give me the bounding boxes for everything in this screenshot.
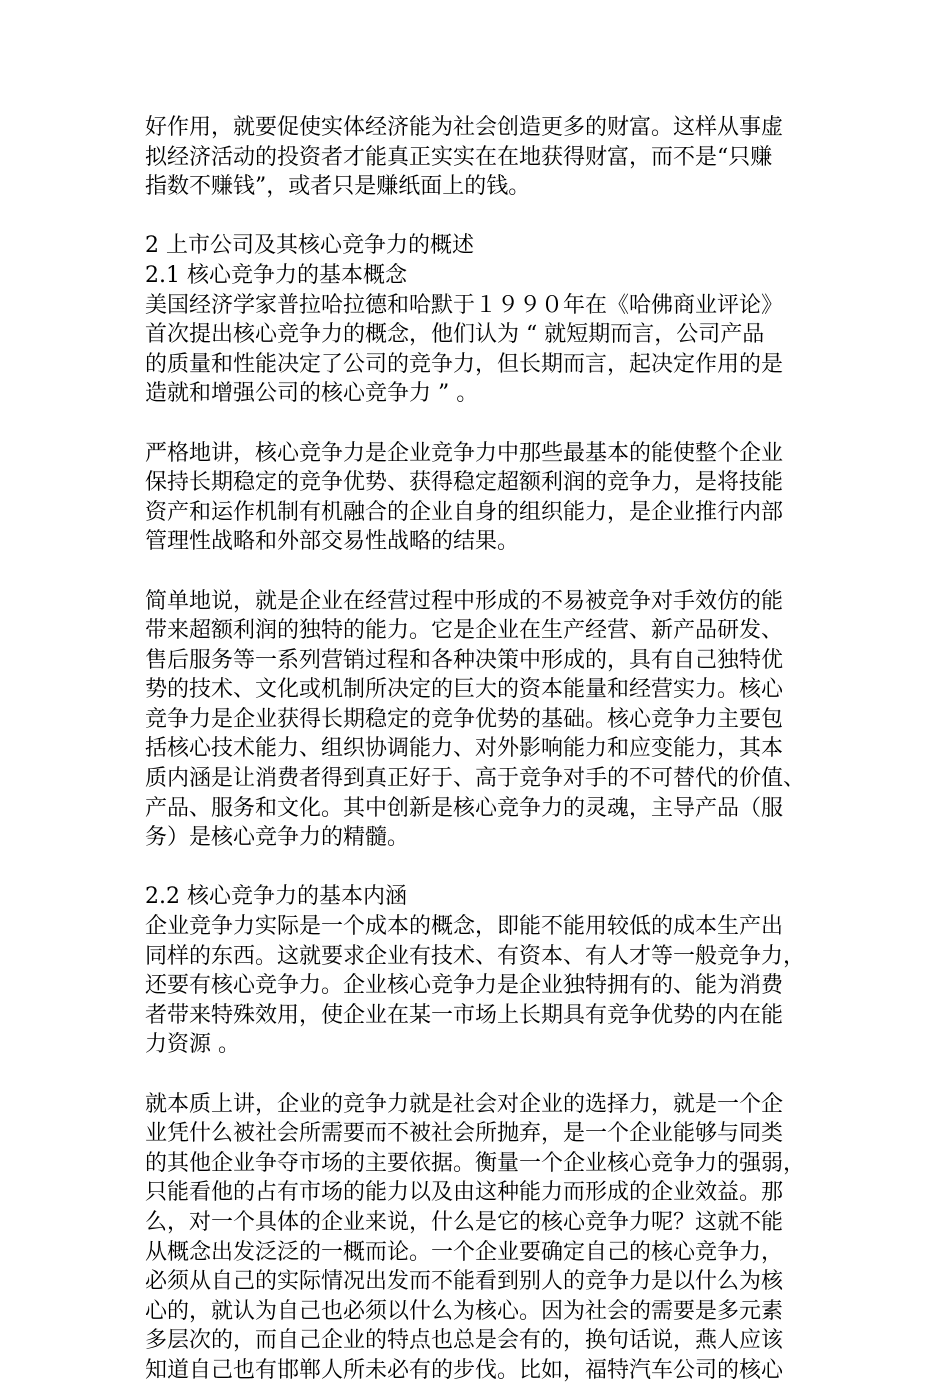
text-line: 从概念出发泛泛的一概而论。一个企业要确定自己的核心竞争力， (145, 1239, 784, 1265)
body-paragraph (145, 912, 825, 1060)
text-line: 同样的东西。这就要求企业有技术、有资本、有人才等一般竞争力， (145, 943, 806, 969)
paragraph-gap (145, 853, 825, 883)
text-line: 好作用，就要促使实体经济能为社会创造更多的财富。这样从事虚 (145, 115, 784, 140)
text-line: 售后服务等一系列营销过程和各种决策中形成的，具有自己独特优 (145, 647, 784, 673)
text-line: 2.1 核心竞争力的基本概念 (145, 262, 407, 288)
document-page (145, 113, 825, 1386)
text-line: 竞争力是企业获得长期稳定的竞争优势的基础。核心竞争力主要包 (145, 706, 784, 732)
text-line: 资产和运作机制有机融合的企业自身的组织能力，是企业推行内部 (145, 499, 784, 525)
section-heading (145, 882, 825, 912)
body-paragraph (145, 291, 825, 409)
text-line: 业凭什么被社会所需要而不被社会所抛弃，是一个企业能够与同类 (145, 1121, 784, 1147)
text-line: 拟经济活动的投资者才能真正实实在在地获得财富，而不是“只赚 (145, 144, 773, 170)
section-heading (145, 231, 825, 261)
text-line: 势的技术、文化或机制所决定的巨大的资本能量和经营实力。核心 (145, 677, 784, 703)
text-line: 美国经济学家普拉哈拉德和哈默于１９９０年在《哈佛商业评论》 (145, 292, 784, 318)
text-line: 严格地讲，核心竞争力是企业竞争力中那些最基本的能使整个企业 (145, 440, 784, 466)
text-line: 就本质上讲，企业的竞争力就是社会对企业的选择力，就是一个企 (145, 1091, 784, 1117)
text-line: 保持长期稳定的竞争优势、获得稳定超额利润的竞争力，是将技能 (145, 470, 784, 496)
text-line: 2 上市公司及其核心竞争力的概述 (145, 233, 474, 259)
body-paragraph (145, 587, 825, 853)
paragraph-gap (145, 409, 825, 439)
text-line: 2.2 核心竞争力的基本内涵 (145, 884, 407, 910)
text-line: 只能看他的占有市场的能力以及由这种能力而形成的企业效益。那 (145, 1180, 784, 1206)
text-line: 者带来特殊效用，使企业在某一市场上长期具有竞争优势的内在能 (145, 1002, 784, 1028)
text-line: 指数不赚钱”，或者只是赚纸面上的钱。 (145, 174, 531, 200)
text-line: 的质量和性能决定了公司的竞争力，但长期而言，起决定作用的是 (145, 351, 784, 377)
paragraph-gap (145, 557, 825, 587)
text-line: 带来超额利润的独特的能力。它是企业在生产经营、新产品研发、 (145, 618, 784, 644)
text-line: 还要有核心竞争力。企业核心竞争力是企业独特拥有的、能为消费 (145, 973, 784, 999)
section-heading (145, 261, 825, 291)
text-line: 的其他企业争夺市场的主要依据。衡量一个企业核心竞争力的强弱， (145, 1150, 806, 1176)
text-line: 么，对一个具体的企业来说，什么是它的核心竞争力呢？这就不能 (145, 1209, 784, 1235)
body-paragraph (145, 439, 825, 557)
text-line: 产品、服务和文化。其中创新是核心竞争力的灵魂，主导产品（服 (145, 795, 784, 821)
text-line: 必须从自己的实际情况出发而不能看到别人的竞争力是以什么为核 (145, 1269, 784, 1295)
paragraph-gap (145, 202, 825, 232)
text-line: 首次提出核心竞争力的概念，他们认为 “ 就短期而言，公司产品 (145, 322, 765, 348)
paragraph-gap (145, 1060, 825, 1090)
text-line: 造就和增强公司的核心竞争力 ” 。 (145, 381, 479, 407)
text-line: 企业竞争力实际是一个成本的概念，即能不能用较低的成本生产出 (145, 914, 784, 940)
text-line: 管理性战略和外部交易性战略的结果。 (145, 529, 520, 555)
text-line: 力资源 。 (145, 1032, 240, 1058)
text-line: 心的，就认为自己也必须以什么为核心。因为社会的需要是多元素 (145, 1298, 784, 1324)
text-line: 多层次的，而自己企业的特点也总是会有的，换句话说，燕人应该 (145, 1328, 784, 1354)
text-line: 质内涵是让消费者得到真正好于、高于竞争对手的不可替代的价值、 (145, 766, 806, 792)
text-line: 括核心技术能力、组织协调能力、对外影响能力和应变能力，其本 (145, 736, 784, 762)
text-line: 知道自己也有邯郸人所未必有的步伐。比如，福特汽车公司的核心 (145, 1357, 784, 1383)
body-paragraph (145, 1090, 825, 1386)
text-line: 务）是核心竞争力的精髓。 (145, 825, 410, 851)
text-line: 简单地说，就是企业在经营过程中形成的不易被竞争对手效仿的能 (145, 588, 784, 614)
body-paragraph (145, 113, 825, 202)
